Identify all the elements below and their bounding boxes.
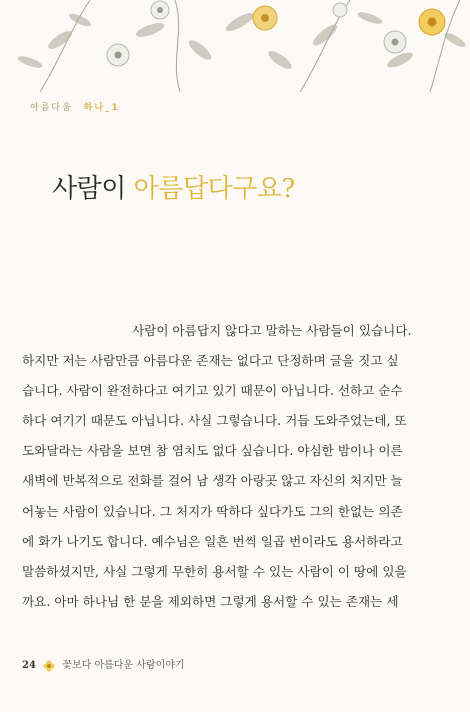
text-line: 하다 여기기 때문도 아닙니다. 사실 그렇습니다. 거듭 도와주었는데, 또 xyxy=(22,413,407,429)
text-line: 에 화가 나기도 합니다. 예수님은 일흔 번씩 일곱 번이라도 용서하라고 xyxy=(22,533,403,549)
text-line: 새벽에 반복적으로 전화를 걸어 남 생각 아랑곳 않고 자신의 처지만 늘 xyxy=(22,473,403,489)
text-line: 말씀하셨지만, 사실 그렇게 무한히 용서할 수 있는 사람이 이 땅에 있을 xyxy=(22,563,407,579)
flower-icon xyxy=(43,660,55,672)
section-label xyxy=(30,100,120,113)
text-line: 도와달라는 사람을 보면 참 염치도 없다 싶습니다. 야심한 밤이나 이른 xyxy=(22,443,403,459)
page-number: 24 xyxy=(22,660,36,671)
book-title: 꽃보다 아름다운 사람이야기 xyxy=(62,660,185,671)
page-footer xyxy=(22,656,185,672)
text-line: 까요. 아마 하나님 한 분을 제외하면 그렇게 용서할 수 있는 존재는 세 xyxy=(22,593,399,609)
title-part-1: 사람이 xyxy=(52,174,134,204)
text-line: 어놓는 사람이 있습니다. 그 처지가 딱하다 싶다가도 그의 한없는 의존 xyxy=(22,503,403,519)
text-line: 사람이 아름답지 않다고 말하는 사람들이 있습니다. xyxy=(132,323,412,338)
title-part-2: 아름답다구요? xyxy=(133,174,295,204)
text-line: 습니다. 사람이 완전하다고 여기고 있기 때문이 아닙니다. 선하고 순수 xyxy=(22,383,403,399)
text-line: 하지만 저는 사람만큼 아름다운 존재는 없다고 단정하며 글을 짓고 싶 xyxy=(22,353,399,369)
section-number: 하나_1 xyxy=(83,103,120,113)
page-title xyxy=(52,168,295,205)
section-name: 아름다움 xyxy=(30,103,73,113)
floral-header-illustration xyxy=(0,0,470,92)
body-paragraph xyxy=(22,316,434,617)
